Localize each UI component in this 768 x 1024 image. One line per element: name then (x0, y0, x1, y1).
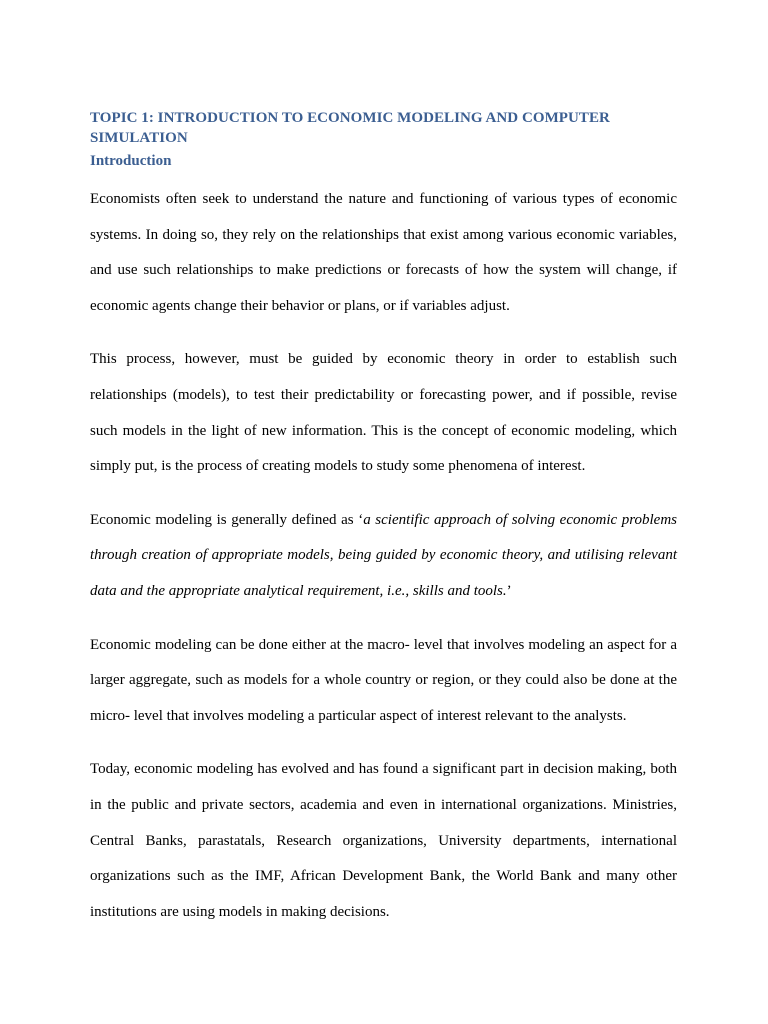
paragraph-1: Economists often seek to understand the nature and functioning of various types of economic systems. In doing so, they rely on the relationships that exist among various economic variables, and use such relationships to make predictions or forecasts of how the system will change, if economic agents change their behavior or plans, or if variables adjust. (90, 191, 677, 314)
paragraph-2: This process, however, must be guided by economic theory in order to establish such relationships (models), to test their predictability or forecasting power, and if possible, revise such models in the light of new information. This is the concept of economic modeling, which simply put, is the process of creating models to study some phenomena of interest. (90, 351, 677, 475)
paragraph-5: Today, economic modeling has evolved and has found a significant part in decision making, both in the public and private sectors, academia and even in international organizations. Ministries, Central Banks, parastatals, Research organizations, University departments, international organizations such as the IMF, African Development Bank, the World Bank and many other institutions are using models in making decisions. (90, 761, 677, 920)
definition-quote: a scientific approach of solving economic problems through creation of appropriate models, being guided by economic theory, and utilising relevant data and the appropriate analytical requirement, i.e., skills and tools. (90, 511, 677, 599)
definition-close: ’ (506, 582, 512, 599)
definition-lead: Economic modeling is generally defined as ‘ (90, 511, 364, 528)
document-page (90, 108, 677, 930)
paragraph-4: Economic modeling can be done either at the macro- level that involves modeling an aspect for a larger aggregate, such as models for a whole country or region, or they could also be done at the micro- level that involves modeling a particular aspect of interest relevant to the analysts. (90, 636, 677, 724)
paragraph-3-definition (90, 503, 677, 610)
section-heading-introduction: Introduction (90, 153, 172, 169)
topic-title: TOPIC 1: INTRODUCTION TO ECONOMIC MODELING AND COMPUTER SIMULATION (90, 110, 610, 146)
